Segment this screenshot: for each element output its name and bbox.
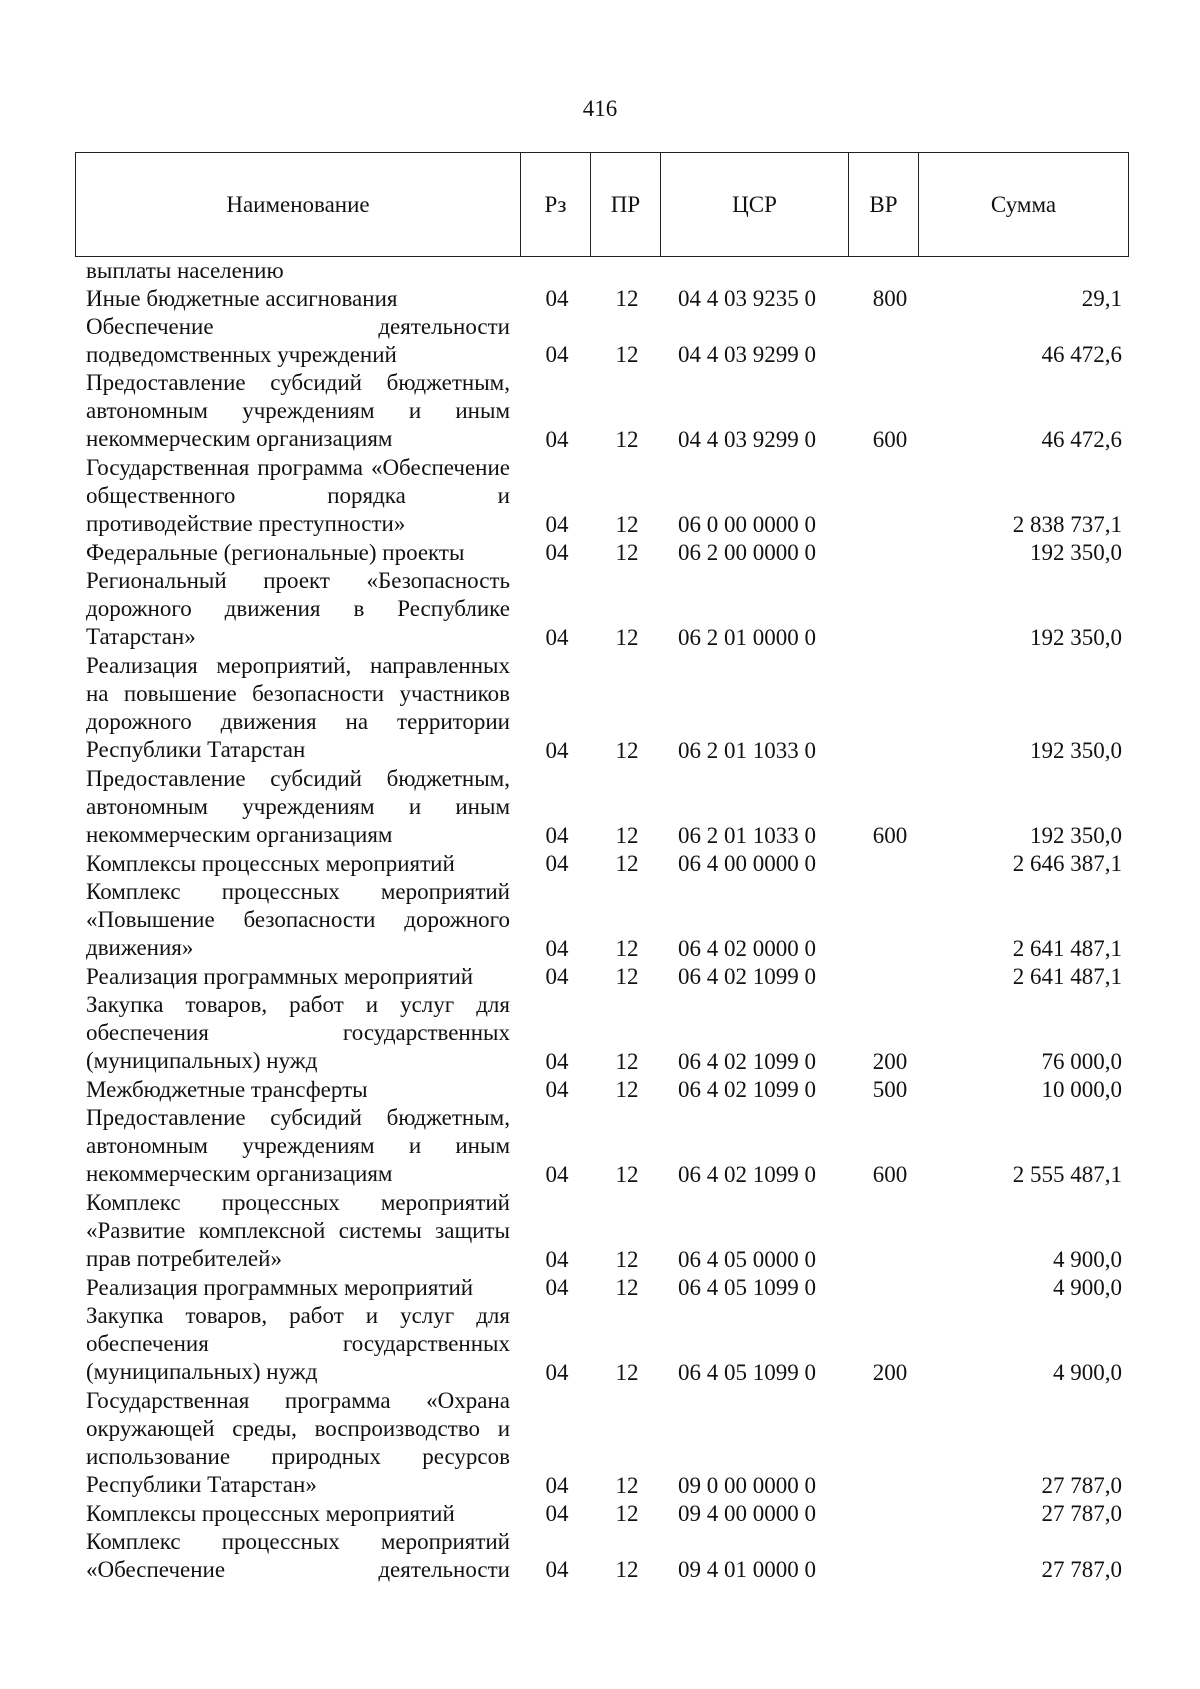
row-name: выплаты населению xyxy=(86,258,284,283)
row-pr: 12 xyxy=(615,540,639,565)
row-sum: 27 787,0 xyxy=(1041,1473,1122,1498)
row-rz: 04 xyxy=(545,427,569,452)
row-rz: 04 xyxy=(545,1049,569,1074)
row-name: Реализация программных мероприятий xyxy=(86,1275,474,1300)
row-csr: 06 0 00 0000 0 xyxy=(678,512,816,537)
row-csr: 06 4 02 0000 0 xyxy=(678,936,816,961)
table-row xyxy=(0,963,1200,991)
row-pr: 12 xyxy=(615,1049,639,1074)
row-sum: 46 472,6 xyxy=(1041,342,1122,367)
row-rz: 04 xyxy=(545,851,569,876)
row-vr: 800 xyxy=(872,286,908,311)
row-vr: 600 xyxy=(872,1162,908,1187)
table-row xyxy=(0,878,1200,963)
row-pr: 12 xyxy=(615,1501,639,1526)
row-name: Государственная программа «Обеспечение общественного порядка и противодействие преступности» xyxy=(86,455,510,536)
row-sum: 10 000,0 xyxy=(1041,1077,1122,1102)
table-row xyxy=(0,369,1200,454)
row-csr: 04 4 03 9235 0 xyxy=(678,286,816,311)
row-name: Комплекс процессных мероприятий «Развитие комплексной системы защиты прав потребителей» xyxy=(86,1190,510,1271)
row-sum: 192 350,0 xyxy=(1030,625,1122,650)
table-row xyxy=(0,1189,1200,1274)
row-csr: 06 4 05 1099 0 xyxy=(678,1275,816,1300)
row-csr: 06 4 02 1099 0 xyxy=(678,1162,816,1187)
row-pr: 12 xyxy=(615,936,639,961)
row-name: Межбюджетные трансферты xyxy=(86,1077,368,1102)
row-sum: 192 350,0 xyxy=(1030,823,1122,848)
row-csr: 06 4 02 1099 0 xyxy=(678,964,816,989)
row-csr: 06 4 02 1099 0 xyxy=(678,1049,816,1074)
row-pr: 12 xyxy=(615,1557,639,1582)
row-pr: 12 xyxy=(615,823,639,848)
row-name: Комплексы процессных мероприятий xyxy=(86,1501,455,1526)
row-rz: 04 xyxy=(545,1275,569,1300)
row-pr: 12 xyxy=(615,625,639,650)
row-rz: 04 xyxy=(545,964,569,989)
row-csr: 04 4 03 9299 0 xyxy=(678,342,816,367)
table-row xyxy=(0,1274,1200,1302)
row-name: Реализация программных мероприятий xyxy=(86,964,474,989)
row-sum: 27 787,0 xyxy=(1041,1557,1122,1582)
row-sum: 2 646 387,1 xyxy=(1012,851,1122,876)
row-rz: 04 xyxy=(545,540,569,565)
row-rz: 04 xyxy=(545,738,569,763)
row-pr: 12 xyxy=(615,342,639,367)
row-csr: 04 4 03 9299 0 xyxy=(678,427,816,452)
row-sum: 192 350,0 xyxy=(1030,540,1122,565)
table-row xyxy=(0,454,1200,539)
row-vr: 600 xyxy=(872,823,908,848)
row-name: Закупка товаров, работ и услуг для обеспечения государственных (муниципальных) нужд xyxy=(86,992,510,1073)
row-name: Закупка товаров, работ и услуг для обеспечения государственных (муниципальных) нужд xyxy=(86,1303,510,1384)
table-row xyxy=(0,1104,1200,1189)
row-rz: 04 xyxy=(545,625,569,650)
row-rz: 04 xyxy=(545,823,569,848)
row-pr: 12 xyxy=(615,1077,639,1102)
header-csr: ЦСР xyxy=(661,153,849,257)
row-rz: 04 xyxy=(545,1077,569,1102)
row-vr: 200 xyxy=(872,1360,908,1385)
row-rz: 04 xyxy=(545,1557,569,1582)
row-pr: 12 xyxy=(615,1360,639,1385)
row-sum: 2 641 487,1 xyxy=(1012,964,1122,989)
row-sum: 2 555 487,1 xyxy=(1012,1162,1122,1187)
row-csr: 06 4 05 1099 0 xyxy=(678,1360,816,1385)
row-name: Обеспечение деятельности подведомственных учреждений xyxy=(86,314,510,367)
table-header xyxy=(75,152,1129,257)
row-sum: 2 838 737,1 xyxy=(1012,512,1122,537)
row-pr: 12 xyxy=(615,286,639,311)
table-row xyxy=(0,1528,1200,1584)
header-rz: Рз xyxy=(521,153,591,257)
header-name: Наименование xyxy=(76,153,521,257)
table-body xyxy=(0,257,1200,1584)
row-vr: 500 xyxy=(872,1077,908,1102)
row-sum: 2 641 487,1 xyxy=(1012,936,1122,961)
row-name: Реализация мероприятий, направленных на повышение безопасности участников дорожного движения на территории Республики Татарстан xyxy=(86,653,510,762)
row-csr: 06 4 02 1099 0 xyxy=(678,1077,816,1102)
row-pr: 12 xyxy=(615,1473,639,1498)
row-pr: 12 xyxy=(615,1162,639,1187)
table-row xyxy=(0,1500,1200,1528)
row-rz: 04 xyxy=(545,1247,569,1272)
row-rz: 04 xyxy=(545,1162,569,1187)
row-sum: 4 900,0 xyxy=(1053,1360,1122,1385)
header-sum: Сумма xyxy=(919,153,1129,257)
row-sum: 4 900,0 xyxy=(1053,1247,1122,1272)
row-name: Комплекс процессных мероприятий «Обеспечение деятельности xyxy=(86,1529,510,1582)
page-number: 416 xyxy=(582,96,618,121)
row-name: Предоставление субсидий бюджетным, автономным учреждениям и иным некоммерческим организациям xyxy=(86,766,510,847)
row-pr: 12 xyxy=(615,851,639,876)
row-csr: 06 2 00 0000 0 xyxy=(678,540,816,565)
table-row xyxy=(0,1302,1200,1387)
row-vr: 200 xyxy=(872,1049,908,1074)
row-name: Предоставление субсидий бюджетным, автономным учреждениям и иным некоммерческим организациям xyxy=(86,1105,510,1186)
row-name: Федеральные (региональные) проекты xyxy=(86,540,465,565)
row-sum: 29,1 xyxy=(1081,286,1122,311)
row-csr: 09 4 00 0000 0 xyxy=(678,1501,816,1526)
row-csr: 09 0 00 0000 0 xyxy=(678,1473,816,1498)
row-name: Комплексы процессных мероприятий xyxy=(86,851,455,876)
table-row xyxy=(0,257,1200,285)
row-pr: 12 xyxy=(615,512,639,537)
row-name: Предоставление субсидий бюджетным, автономным учреждениям и иным некоммерческим организациям xyxy=(86,370,510,451)
row-csr: 06 2 01 1033 0 xyxy=(678,738,816,763)
row-pr: 12 xyxy=(615,1275,639,1300)
row-sum: 27 787,0 xyxy=(1041,1501,1122,1526)
row-vr: 600 xyxy=(872,427,908,452)
table-row xyxy=(0,1387,1200,1500)
table-row xyxy=(0,313,1200,369)
table-row xyxy=(0,285,1200,313)
row-sum: 76 000,0 xyxy=(1041,1049,1122,1074)
row-csr: 06 2 01 0000 0 xyxy=(678,625,816,650)
row-name: Региональный проект «Безопасность дорожного движения в Республике Татарстан» xyxy=(86,568,510,649)
row-sum: 192 350,0 xyxy=(1030,738,1122,763)
table-row xyxy=(0,539,1200,567)
row-name: Иные бюджетные ассигнования xyxy=(86,286,398,311)
row-rz: 04 xyxy=(545,286,569,311)
row-rz: 04 xyxy=(545,1360,569,1385)
header-pr: ПР xyxy=(591,153,661,257)
row-name: Государственная программа «Охрана окружающей среды, воспроизводство и использование природных ресурсов Республики Татарстан» xyxy=(86,1388,510,1497)
table-row xyxy=(0,850,1200,878)
row-rz: 04 xyxy=(545,342,569,367)
row-rz: 04 xyxy=(545,1473,569,1498)
row-rz: 04 xyxy=(545,512,569,537)
row-pr: 12 xyxy=(615,738,639,763)
row-pr: 12 xyxy=(615,1247,639,1272)
row-rz: 04 xyxy=(545,936,569,961)
row-pr: 12 xyxy=(615,964,639,989)
row-pr: 12 xyxy=(615,427,639,452)
row-csr: 06 4 00 0000 0 xyxy=(678,851,816,876)
table-row xyxy=(0,991,1200,1076)
row-csr: 09 4 01 0000 0 xyxy=(678,1557,816,1582)
row-sum: 4 900,0 xyxy=(1053,1275,1122,1300)
table-row xyxy=(0,652,1200,765)
table-row xyxy=(0,1076,1200,1104)
table-row xyxy=(0,567,1200,652)
header-vr: ВР xyxy=(849,153,919,257)
row-name: Комплекс процессных мероприятий «Повышение безопасности дорожного движения» xyxy=(86,879,510,960)
row-csr: 06 2 01 1033 0 xyxy=(678,823,816,848)
row-rz: 04 xyxy=(545,1501,569,1526)
table-row xyxy=(0,765,1200,850)
row-sum: 46 472,6 xyxy=(1041,427,1122,452)
row-csr: 06 4 05 0000 0 xyxy=(678,1247,816,1272)
